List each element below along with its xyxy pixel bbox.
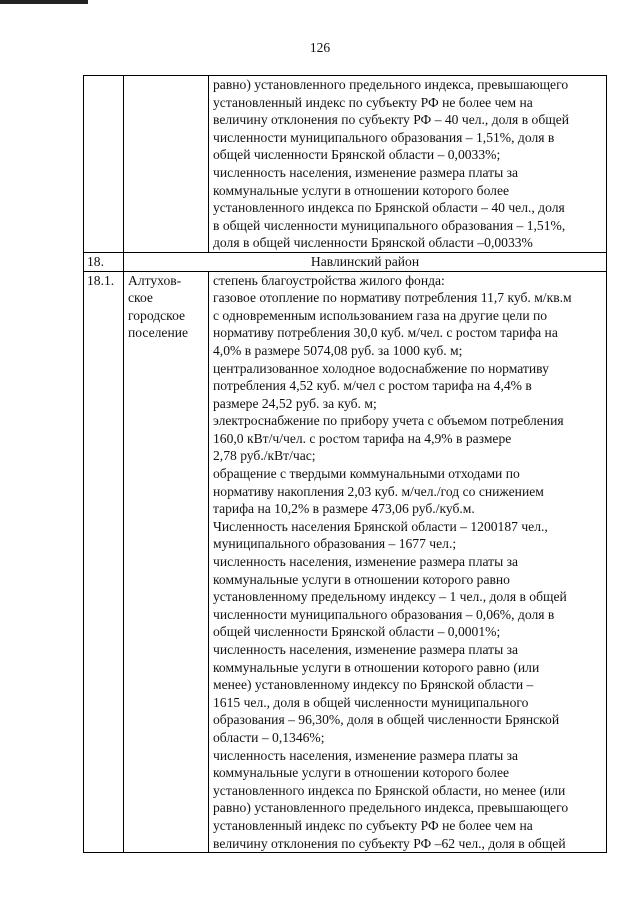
table-row-district [84, 252, 607, 271]
text-line: области – 0,1346%; [213, 729, 325, 745]
settlement-name-line: Алтухов- [128, 272, 182, 288]
cell-description-settlement [209, 271, 607, 853]
text-line: муниципального образования – 1677 чел.; [213, 536, 457, 552]
text-line: коммунальные услуги в отношении которого более [213, 182, 510, 198]
text-line: потребления 4,52 куб. м/чел с ростом тарифа на 4,4% в [213, 378, 532, 394]
text-line: Численность населения Брянской области – 1200187 чел., [213, 518, 548, 534]
settlement-name-line: ское [128, 290, 153, 306]
text-line: менее) установленному индексу по Брянской области – [213, 677, 534, 693]
text-line: нормативу накопления 2,03 куб. м/чел./год со снижением [213, 483, 544, 499]
continuation-text [213, 76, 602, 252]
text-line: 4,0% в размере 5074,08 руб. за 1000 куб. м; [213, 342, 463, 358]
text-line: численность населения, изменение размера платы за [213, 747, 519, 763]
cell-number-empty [84, 76, 124, 253]
text-line: численность населения, изменение размера платы за [213, 554, 519, 570]
text-line: в общей численности муниципального образования – 1,51%, [213, 217, 566, 233]
text-line: образования – 96,30%, доля в общей численности Брянской [213, 712, 560, 728]
settlement-name-line: городское [128, 307, 186, 323]
text-line: централизованное холодное водоснабжение по нормативу [213, 360, 549, 376]
text-line: установленного индекса по Брянской области – 40 чел., доля [213, 200, 565, 216]
settlement-number: 18.1. [84, 271, 124, 853]
text-line: установленный индекс по субъекту РФ не более чем на [213, 94, 533, 110]
text-line: численность населения, изменение размера платы за [213, 164, 519, 180]
text-line: 1615 чел., доля в общей численности муниципального [213, 694, 529, 710]
table-row-continuation [84, 76, 607, 253]
text-line: равно) установленного предельного индекса, превышающего [213, 800, 569, 816]
text-line: с одновременным использованием газа на другие цели по [213, 307, 548, 323]
text-line: общей численности Брянской области – 0,0001%; [213, 624, 501, 640]
text-line: нормативу потребления 30,0 куб. м/чел. с ростом тарифа на [213, 325, 558, 341]
text-line: доля в общей численности Брянской области –0,0033% [213, 235, 533, 251]
district-number: 18. [84, 252, 124, 271]
page-number: 126 [309, 40, 331, 55]
district-name: Навлинский район [124, 252, 607, 271]
settlement-name-line: поселение [128, 325, 189, 341]
settlement-text [213, 272, 602, 853]
text-line: равно) установленного предельного индекса, превышающего [213, 77, 569, 92]
text-line: установленному предельному индексу – 1 чел., доля в общей [213, 589, 567, 605]
text-line: установленный индекс по субъекту РФ не более чем на [213, 817, 533, 833]
cell-name-empty [124, 76, 209, 253]
text-line: численности муниципального образования – 1,51%, доля в [213, 129, 555, 145]
text-line: коммунальные услуги в отношении которого равно (или [213, 659, 540, 675]
text-line: величину отклонения по субъекту РФ –62 чел., доля в общей [213, 835, 566, 851]
text-line: численности муниципального образования – 0,06%, доля в [213, 606, 555, 622]
text-line: величину отклонения по субъекту РФ – 40 чел., доля в общей [213, 112, 570, 128]
cell-description-continuation [209, 76, 607, 253]
text-line: 2,78 руб./кВт/час; [213, 448, 316, 464]
settlement-name [124, 271, 209, 853]
text-line: установленного индекса по Брянской области, но менее (или [213, 782, 566, 798]
text-line: коммунальные услуги в отношении которого равно [213, 571, 510, 587]
text-line: электроснабжение по прибору учета с объемом потребления [213, 413, 564, 429]
text-line: степень благоустройства жилого фонда: [213, 272, 445, 288]
text-line: размере 24,52 руб. за куб. м; [213, 395, 377, 411]
text-line: тарифа на 10,2% в размере 473,06 руб./куб.м. [213, 501, 475, 517]
text-line: численность населения, изменение размера платы за [213, 642, 519, 657]
text-line: газовое отопление по нормативу потребления 11,7 куб. м/кв.м [213, 290, 572, 306]
table-row-settlement [84, 271, 607, 853]
settlement-name-text [128, 272, 204, 342]
top-edge-bar [0, 0, 88, 4]
text-line: 160,0 кВт/ч/чел. с ростом тарифа на 4,9% в размере [213, 430, 512, 446]
document-table [83, 75, 607, 853]
text-line: обращение с твердыми коммунальными отходами по [213, 466, 520, 482]
text-line: коммунальные услуги в отношении которого более [213, 765, 510, 781]
text-line: общей численности Брянской области – 0,0033%; [213, 147, 501, 163]
